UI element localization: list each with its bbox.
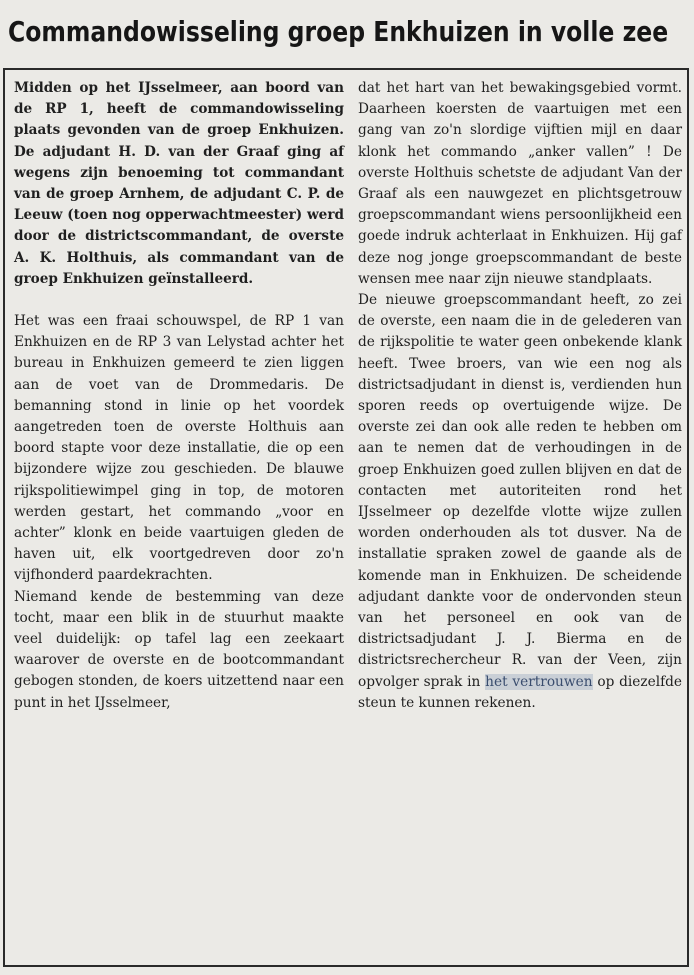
body-text: De nieuwe groepscommandant heeft, zo zei de overste, een naam die in de gelederen van de rijkspolitie te water geen onbekende klank heeft. Twee broers, van wie een nog als districtsadjudant in dienst is, verdienden hun sporen reeds op overtuigende wijze. De overste zei dan ook alle reden te hebben om aan te nemen dat de verhoudingen in de groep Enkhuizen goed zullen blijven en dat de contacten met autoriteiten rond het IJsselmeer op dezelfde vlotte wijze zullen worden onderhouden als tot dusver. Na de installatie spraken zowel de gaande als de komende man in Enkhuizen. De scheidende adjudant dankte voor de ondervonden steun van het personeel en ook van de districtsadjudant J. J. Bierma en de districtsrechercheur R. van der Veen, zijn opvolger sprak in (358, 292, 682, 690)
article-left-column (14, 78, 344, 714)
article-right-column (358, 78, 682, 714)
body-paragraph: dat het hart van het bewakingsgebied vormt. Daarheen koersten de vaartuigen met een gang van zo'n slordige vijftien mijl en daar klonk het commando „anker vallen” ! De overste Holthuis schetste de adjudant Van der Graaf als een nauwgezet en plichtsgetrouw groepscommandant wiens persoonlijkheid een goede indruk achterlaat in Enkhuizen. Hij gaf deze nog jonge groepscommandant de beste wensen mee naar zijn nieuwe standplaats. (358, 80, 682, 287)
lead-paragraph: Midden op het IJsselmeer, aan boord van de RP 1, heeft de commandowisseling plaats gevonden van de groep Enkhuizen. De adjudant H. D. van der Graaf ging af wegens zijn benoeming tot commandant van de groep Arnhem, de adjudant C. P. de Leeuw (toen nog opperwachtmeester) werd door de districtscommandant, de overste A. K. Holthuis, als commandant van de groep Enkhuizen geïnstalleerd. (14, 80, 344, 287)
highlighted-text: het vertrouwen (485, 673, 593, 690)
body-paragraph: Het was een fraai schouwspel, de RP 1 van Enkhuizen en de RP 3 van Lelystad achter het bureau in Enkhuizen gemeerd te zien liggen aan de voet van de Drommedaris. De bemanning stond in linie op het voordek aangetreden toen de overste Holthuis aan boord stapte voor deze installatie, die op een bijzondere wijze zou geschieden. De blauwe rijkspolitiewimpel ging in top, de motoren werden gestart, het commando „voor en achter” klonk en beide vaartuigen gleden de haven uit, elk voortgedreven door zo'n vijfhonderd paardekrachten. (14, 313, 344, 584)
article-headline: Commandowisseling groep Enkhuizen in volle zee (8, 15, 669, 48)
body-text: op diezelfde steun te kunnen rekenen. (358, 673, 682, 711)
body-paragraph: Niemand kende de bestemming van deze tocht, maar een blik in de stuurhut maakte veel duidelijk: op tafel lag een zeekaart waarover de overste en de bootcommandant gebogen stonden, de koers uitzettend naar een punt in het IJsselmeer, (14, 588, 344, 711)
body-paragraph (358, 290, 682, 714)
